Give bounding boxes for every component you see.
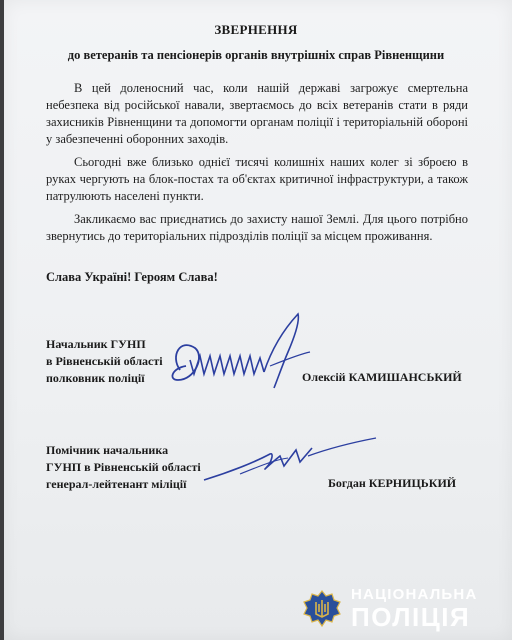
document-subtitle: до ветеранів та пенсіонерів органів внутрішніх справ Рівненщини [67, 48, 445, 62]
signatory-2-position [46, 442, 201, 493]
logo-text-line-1: НАЦІОНАЛЬНА [351, 586, 478, 603]
position-line: полковник поліції [46, 371, 145, 385]
paragraph-2: Сьогодні вже близько однієї тисячі колишніх наших колег зі зброєю в руках чергують на блок-постах та об'єктах критичної інфраструктури, а також патрулюють населені пункти. [46, 155, 468, 203]
signatory-1-position [46, 336, 163, 387]
position-line: Начальник ГУНП [46, 337, 146, 351]
paragraph-3: Закликаємо вас приєднатись до захисту нашої Землі. Для цього потрібно звернутись до територіальних підрозділів поліції за місцем проживання. [46, 212, 468, 243]
logo-text-line-2: ПОЛІЦІЯ [351, 602, 471, 632]
signature-1 [150, 308, 315, 403]
tryzub-shield-icon [303, 590, 341, 630]
document-title: ЗВЕРНЕННЯ [214, 22, 298, 37]
position-line: генерал-лейтенант міліції [46, 477, 187, 491]
signatory-1-name: Олексій КАМИШАНСЬКИЙ [302, 370, 462, 384]
position-line: Помічник начальника [46, 443, 169, 457]
slogan: Слава Україні! Героям Слава! [46, 270, 218, 284]
signatory-2-name: Богдан КЕРНИЦЬКИЙ [328, 476, 457, 490]
position-line: в Рівненській області [46, 354, 163, 368]
paragraph-1: В цей доленосний час, коли нашій державі загрожує смертельна небезпека від російської навали, звертаємось до всіх ветеранів стати в ряди захисників Рівненщини та допомогти органам поліції і територіальній обороні у забезпеченні оборонних заходів. [46, 81, 468, 146]
national-police-logo [303, 584, 503, 634]
position-line: ГУНП в Рівненській області [46, 460, 201, 474]
